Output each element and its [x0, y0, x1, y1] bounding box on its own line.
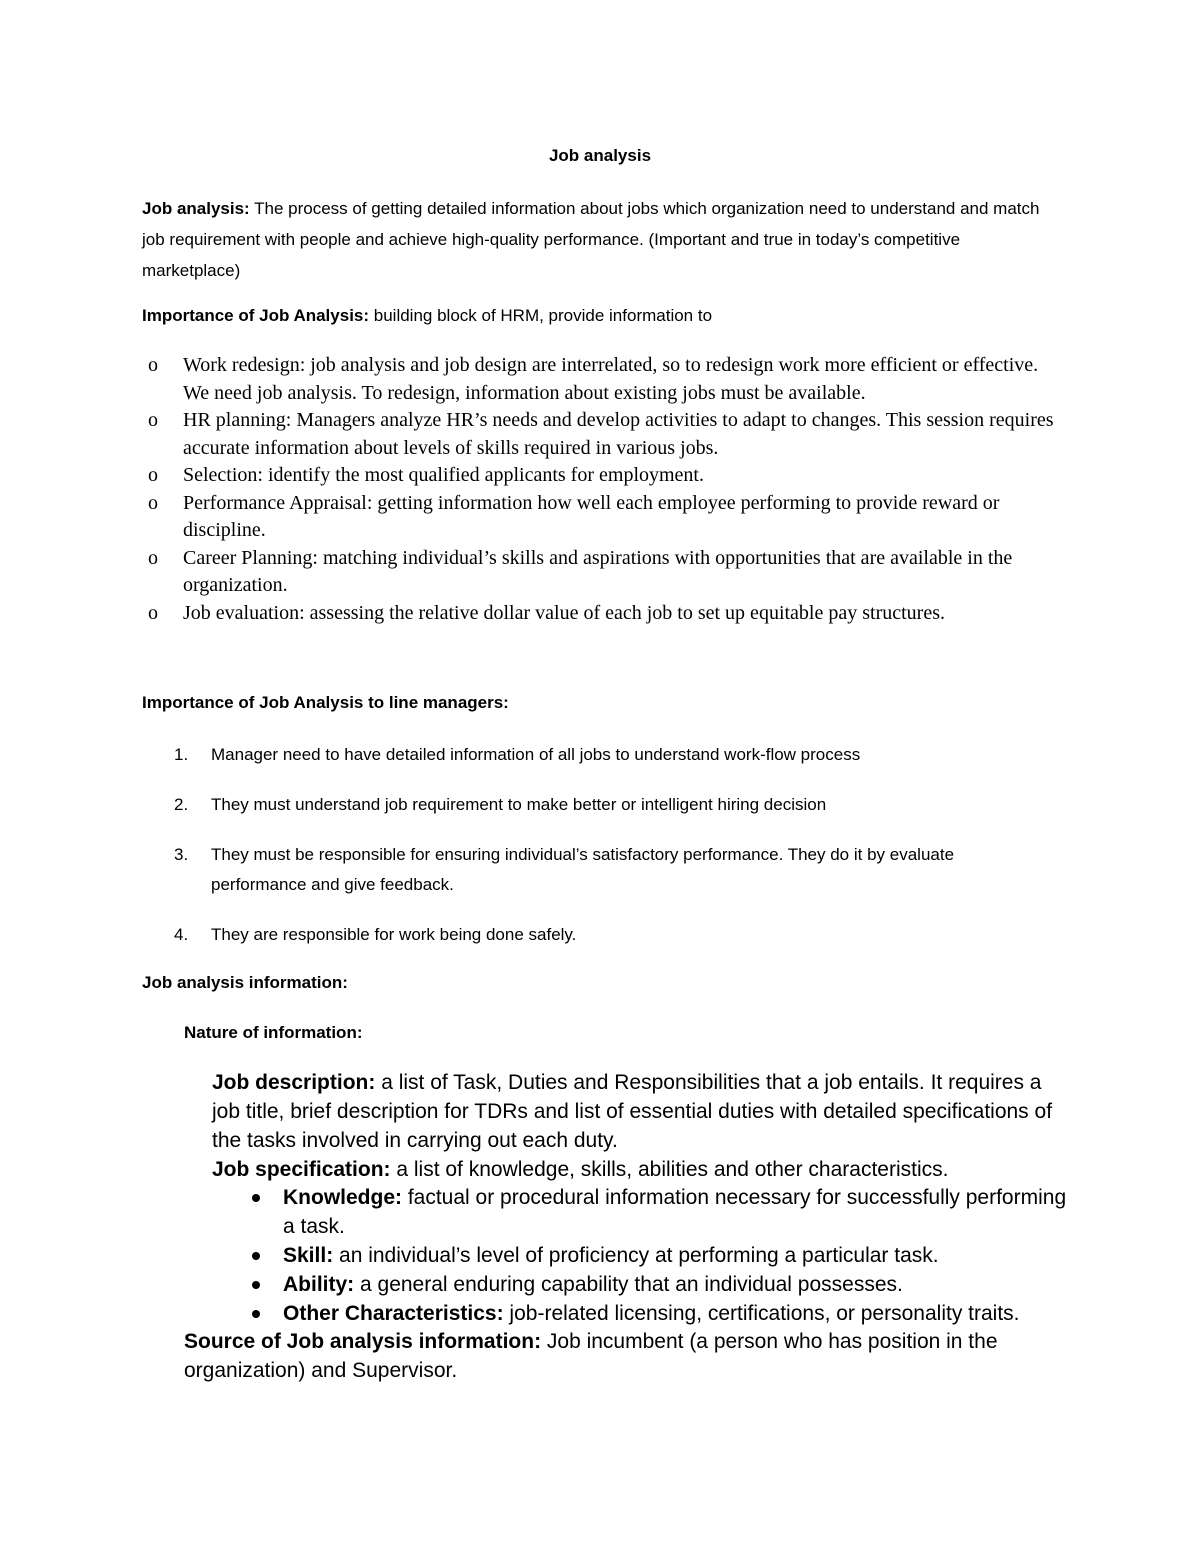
source-term: Source of Job analysis information:	[184, 1330, 542, 1353]
job-description-text: a list of Task, Duties and Responsibilities that a job entails. It requires a job title, brief description for TDRs and list of essential duties with detailed specifications of the tasks involved in carrying out each duty.	[212, 1071, 1053, 1152]
list-item-text: They must be responsible for ensuring individual’s satisfactory performance. They do it by evaluate performance and give feedback.	[211, 845, 955, 894]
job-description-term: Job description:	[212, 1071, 376, 1094]
document-title: Job analysis	[548, 146, 652, 165]
bullet-marker: o	[148, 546, 158, 569]
job-description	[212, 1068, 1072, 1155]
list-number: 4.	[174, 925, 189, 944]
job-specification-text: a list of knowledge, skills, abilities and other characteristics.	[390, 1158, 949, 1181]
list-item-text: They are responsible for work being done safely.	[211, 925, 577, 944]
job-specification	[212, 1155, 1072, 1184]
list-item	[142, 407, 1062, 462]
list-number: 1.	[174, 745, 189, 764]
nature-heading	[184, 1020, 363, 1046]
list-item	[142, 545, 1062, 600]
characteristic-text: an individual’s level of proficiency at performing a particular task.	[333, 1244, 939, 1267]
definition-text: The process of getting detailed information about jobs which organization need to understand and match job requirement with people and achieve high-quality performance. (Important and true in today’s competitive marketplace)	[142, 199, 1040, 280]
list-item-text: They must understand job requirement to make better or intelligent hiring decision	[211, 795, 827, 814]
list-item	[240, 1270, 1070, 1299]
list-item	[142, 462, 1062, 490]
list-item-text: HR planning: Managers analyze HR’s needs and develop activities to adapt to changes. This session requires accurate information about levels of skills required in various jobs.	[183, 409, 1054, 459]
characteristic-text: factual or procedural information necessary for successfully performing a task.	[283, 1186, 1067, 1238]
bullet-marker: o	[148, 464, 158, 486]
line-managers-heading	[142, 690, 1042, 716]
list-item	[240, 1183, 1070, 1241]
list-item-text: Job evaluation: assessing the relative dollar value of each job to set up equitable pay structures.	[183, 601, 945, 624]
info-heading	[142, 970, 348, 996]
bullet-dot-icon	[252, 1252, 260, 1260]
bullet-marker: o	[148, 354, 158, 376]
list-number: 3.	[174, 845, 189, 864]
characteristic-text: job-related licensing, certifications, or personality traits.	[503, 1302, 1020, 1325]
characteristic-text: a general enduring capability that an individual possesses.	[354, 1273, 903, 1296]
line-managers-list	[142, 740, 1022, 970]
characteristic-term: Other Characteristics:	[283, 1302, 504, 1325]
list-item-text: Manager need to have detailed information of all jobs to understand work-flow process	[211, 745, 861, 764]
characteristic-term: Knowledge:	[283, 1186, 402, 1209]
list-item-text: Selection: identify the most qualified applicants for employment.	[183, 464, 704, 486]
source-of-information	[184, 1327, 1054, 1385]
list-item-text: Performance Appraisal: getting information how well each employee performing to provide reward or discipline.	[183, 491, 1000, 541]
list-item-text: Work redesign: job analysis and job design are interrelated, so to redesign work more efficient or effective. We need job analysis. To redesign, information about existing jobs must be available.	[183, 354, 1039, 404]
line-managers-heading-text: Importance of Job Analysis to line managers:	[142, 693, 509, 712]
nature-heading-text: Nature of information:	[184, 1023, 363, 1042]
list-item	[142, 490, 1062, 545]
bullet-marker: o	[148, 491, 158, 514]
importance-list	[142, 352, 1062, 627]
source-text: Job incumbent (a person who has position in the organization) and Supervisor.	[184, 1330, 998, 1382]
bullet-dot-icon	[252, 1281, 260, 1289]
job-description-block	[212, 1068, 1072, 1184]
importance-text: building block of HRM, provide information to	[369, 306, 713, 325]
list-item	[142, 740, 1022, 770]
list-item	[142, 790, 1022, 820]
list-item	[240, 1299, 1070, 1328]
list-number: 2.	[174, 795, 189, 814]
list-item-text: Career Planning: matching individual’s skills and aspirations with opportunities that are available in the organization.	[183, 546, 1013, 596]
bullet-marker: o	[148, 409, 158, 431]
bullet-marker: o	[148, 601, 158, 624]
characteristic-term: Skill:	[283, 1244, 334, 1267]
list-item	[142, 600, 1062, 628]
bullet-dot-icon	[252, 1310, 260, 1318]
info-heading-text: Job analysis information:	[142, 973, 348, 992]
importance-intro	[142, 303, 1042, 329]
bullet-dot-icon	[252, 1194, 260, 1202]
characteristic-term: Ability:	[283, 1273, 355, 1296]
characteristics-list	[240, 1183, 1070, 1328]
list-item	[240, 1241, 1070, 1270]
job-specification-term: Job specification:	[212, 1158, 391, 1181]
list-item	[142, 840, 1022, 900]
job-analysis-definition	[142, 193, 1042, 286]
list-item	[142, 920, 1022, 950]
importance-heading: Importance of Job Analysis:	[142, 306, 370, 325]
definition-term: Job analysis:	[142, 199, 250, 218]
list-item	[142, 352, 1062, 407]
